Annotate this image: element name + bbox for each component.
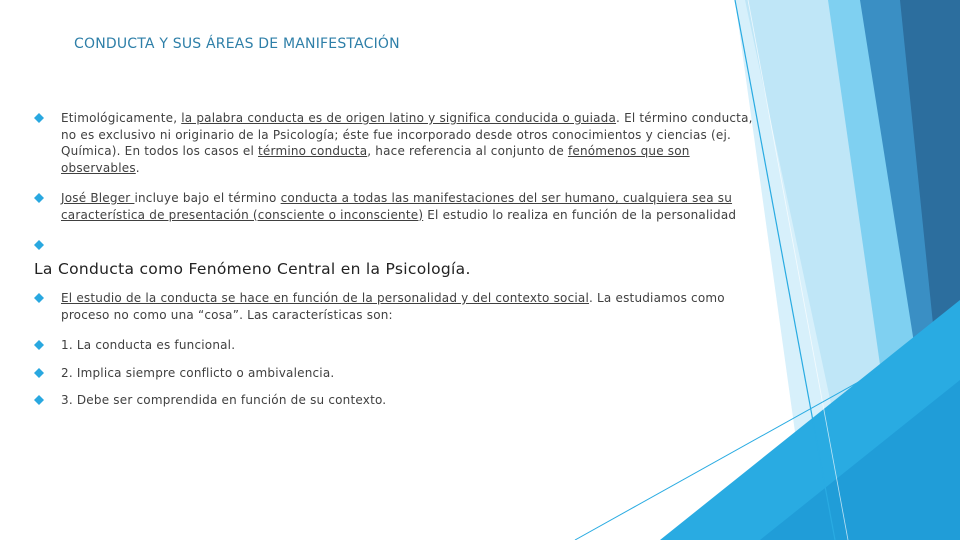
bullet-list-characteristics xyxy=(34,290,754,420)
text-run: Etimológicamente, xyxy=(61,111,182,125)
underlined-text: término conducta xyxy=(258,144,368,158)
list-item xyxy=(34,110,754,176)
underlined-text: fenómenos que son observables xyxy=(61,144,690,175)
list-item xyxy=(34,365,754,382)
underlined-text: José Bleger xyxy=(61,191,135,205)
text-run: . xyxy=(135,160,140,175)
text-run: . La estudiamos como proceso no como una “cosa”. Las características son: xyxy=(61,291,725,322)
text-run: . El término conducta, no es exclusivo ni originario de la Psicología; éste fue incorporado desde otros conocimientos y ciencias (ej. Química). En todos los casos el xyxy=(61,111,753,158)
list-item-text: 2. Implica siempre conflicto o ambivalencia. xyxy=(61,365,335,380)
list-item xyxy=(34,190,754,223)
list-item-text: 3. Debe ser comprendida en función de su contexto. xyxy=(61,393,387,407)
text-run: incluye bajo el término xyxy=(134,191,281,205)
text-run: , hace referencia al conjunto de xyxy=(367,144,568,158)
diamond-bullet-icon xyxy=(34,293,44,303)
list-item xyxy=(34,392,754,409)
diamond-bullet-icon xyxy=(34,240,44,250)
diamond-bullet-icon xyxy=(34,113,44,123)
list-item-text: 1. La conducta es funcional. xyxy=(61,338,236,352)
diamond-bullet-icon xyxy=(34,368,44,378)
diamond-bullet-icon xyxy=(34,193,44,203)
underlined-text: El estudio de la conducta se hace en función de la personalidad y del contexto social xyxy=(61,291,590,305)
diamond-bullet-icon xyxy=(34,395,44,405)
list-item xyxy=(34,337,754,354)
underlined-text: la palabra conducta es de origen latino y significa conducida o guiada xyxy=(181,111,617,125)
slide-title: CONDUCTA Y SUS ÁREAS DE MANIFESTACIÓN xyxy=(74,36,400,52)
diamond-bullet-icon xyxy=(34,340,44,350)
list-item-empty xyxy=(34,237,754,253)
bullet-list-etymology xyxy=(34,110,754,253)
section-heading: La Conducta como Fenómeno Central en la Psicología. xyxy=(34,260,471,278)
list-item xyxy=(34,290,754,323)
underlined-text: conducta a todas las manifestaciones del ser humano, cualquiera sea su característica de presentación (consciente o inconsciente) xyxy=(61,191,733,222)
text-run: El estudio lo realiza en función de la personalidad xyxy=(423,207,737,222)
